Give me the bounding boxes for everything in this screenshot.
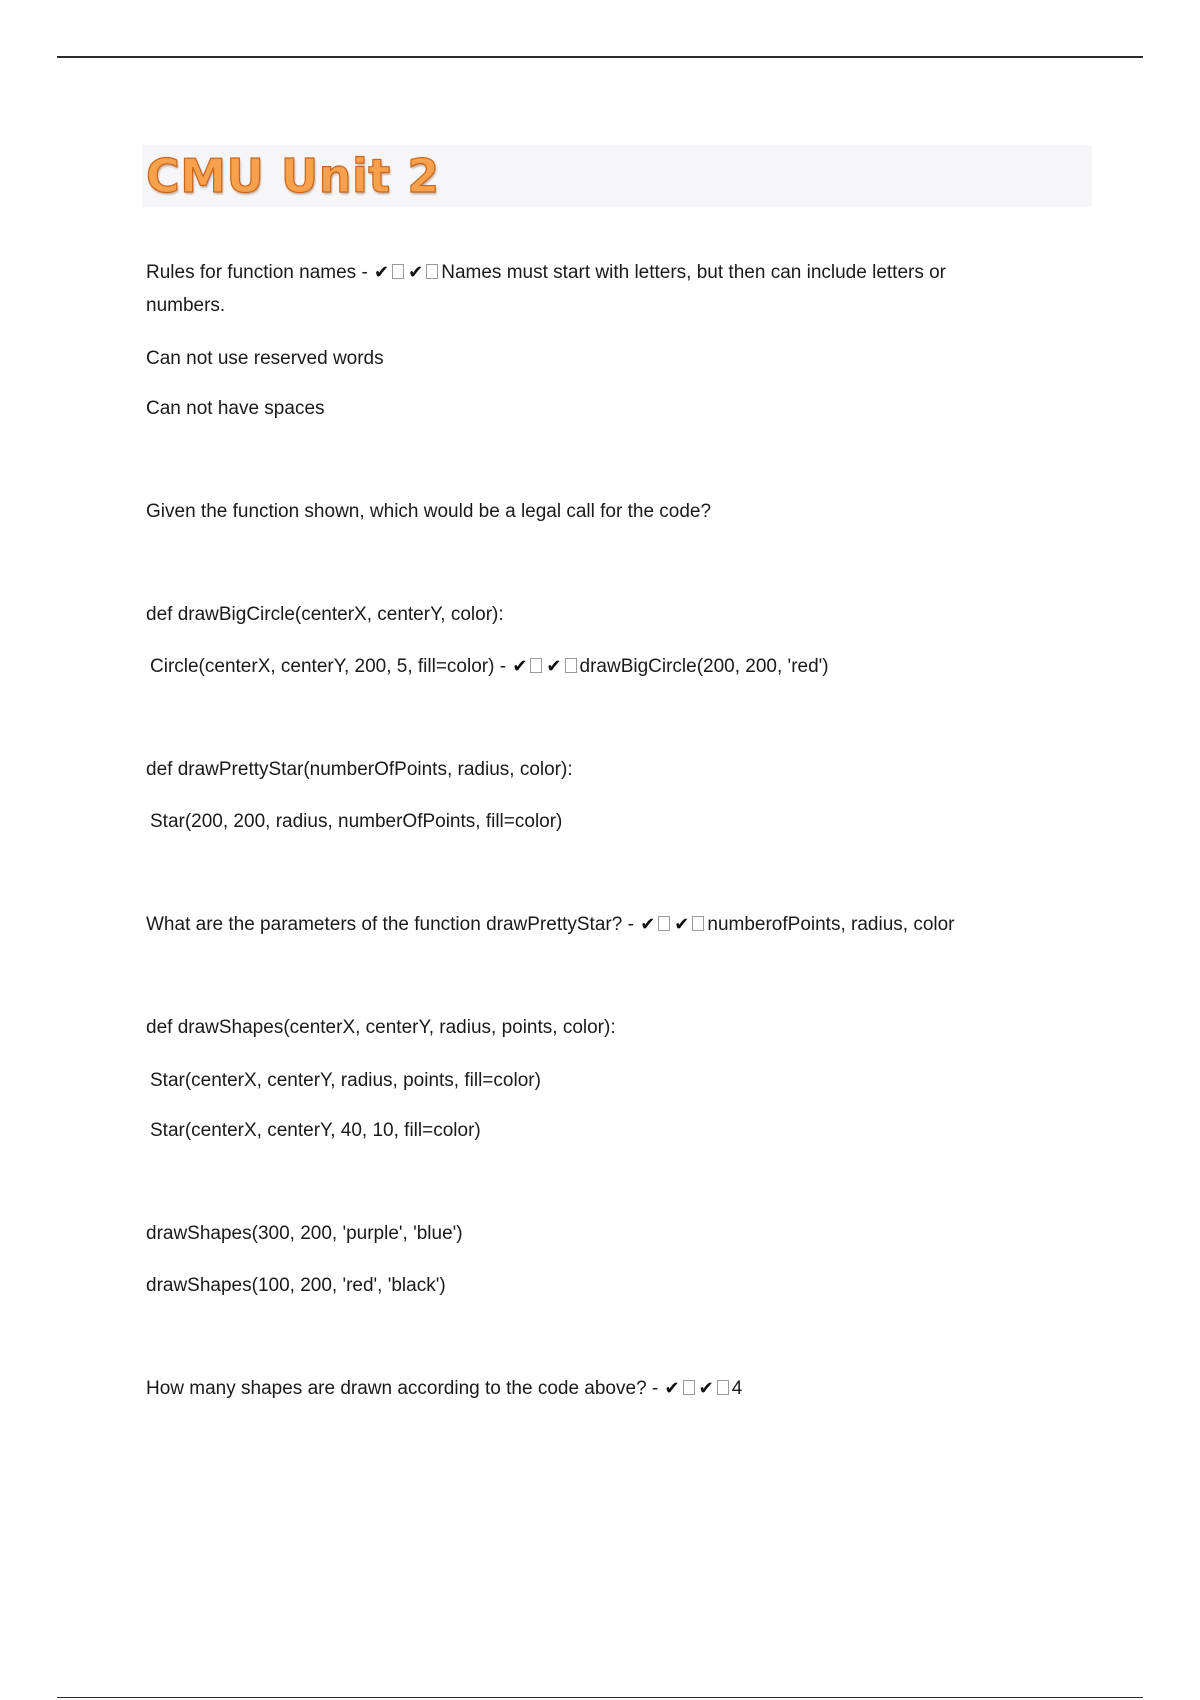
check-icon: ✔ — [546, 656, 562, 677]
box-icon — [658, 916, 670, 931]
box-icon — [565, 658, 577, 673]
star-line-2: Star(centerX, centerY, radius, points, fill=color) — [150, 1070, 541, 1091]
star-line-3: Star(centerX, centerY, 40, 10, fill=color) — [150, 1120, 481, 1141]
rules-answer-line-4: Can not have spaces — [146, 398, 325, 419]
check-icon: ✔ — [698, 1378, 714, 1399]
circle-line-answer — [150, 651, 829, 683]
question-text: What are the parameters of the function drawPrettyStar? - — [146, 914, 640, 935]
top-rule — [57, 56, 1143, 58]
question-text: How many shapes are drawn according to the code above? - — [146, 1378, 664, 1399]
question-text: Circle(centerX, centerY, 200, 5, fill=color) - — [150, 656, 512, 677]
def-draw-shapes: def drawShapes(centerX, centerY, radius, points, color): — [146, 1017, 616, 1038]
star-line: Star(200, 200, radius, numberOfPoints, fill=color) — [150, 811, 563, 832]
def-draw-pretty-star: def drawPrettyStar(numberOfPoints, radius, color): — [146, 759, 573, 780]
answer-text: Names must start with letters, but then can include letters or — [441, 262, 947, 283]
check-icon: ✔ — [674, 914, 690, 935]
box-icon — [683, 1380, 695, 1395]
box-icon — [426, 264, 438, 279]
box-icon — [692, 916, 704, 931]
check-icon: ✔ — [640, 914, 656, 935]
box-icon — [717, 1380, 729, 1395]
bottom-rule — [57, 1697, 1143, 1698]
answer-text: numberofPoints, radius, color — [707, 914, 955, 935]
def-draw-big-circle: def drawBigCircle(centerX, centerY, color): — [146, 604, 504, 625]
check-icon: ✔ — [408, 262, 424, 283]
box-icon — [392, 264, 404, 279]
rules-answer-line-2: numbers. — [146, 295, 226, 316]
legal-call-question: Given the function shown, which would be a legal call for the code? — [146, 501, 712, 522]
check-icon: ✔ — [512, 656, 528, 677]
draw-shapes-call-2: drawShapes(100, 200, 'red', 'black') — [146, 1275, 446, 1296]
rules-answer-line-3: Can not use reserved words — [146, 348, 384, 369]
answer-text: drawBigCircle(200, 200, 'red') — [579, 656, 829, 677]
draw-shapes-call-1: drawShapes(300, 200, 'purple', 'blue') — [146, 1223, 463, 1244]
count-question — [146, 1373, 742, 1405]
params-question — [146, 909, 955, 941]
rules-question — [146, 257, 946, 289]
answer-text: 4 — [731, 1378, 743, 1399]
question-text: Rules for function names - — [146, 262, 374, 283]
page-title: CMU Unit 2 — [146, 149, 440, 203]
check-icon: ✔ — [664, 1378, 680, 1399]
box-icon — [530, 658, 542, 673]
check-icon: ✔ — [374, 262, 390, 283]
